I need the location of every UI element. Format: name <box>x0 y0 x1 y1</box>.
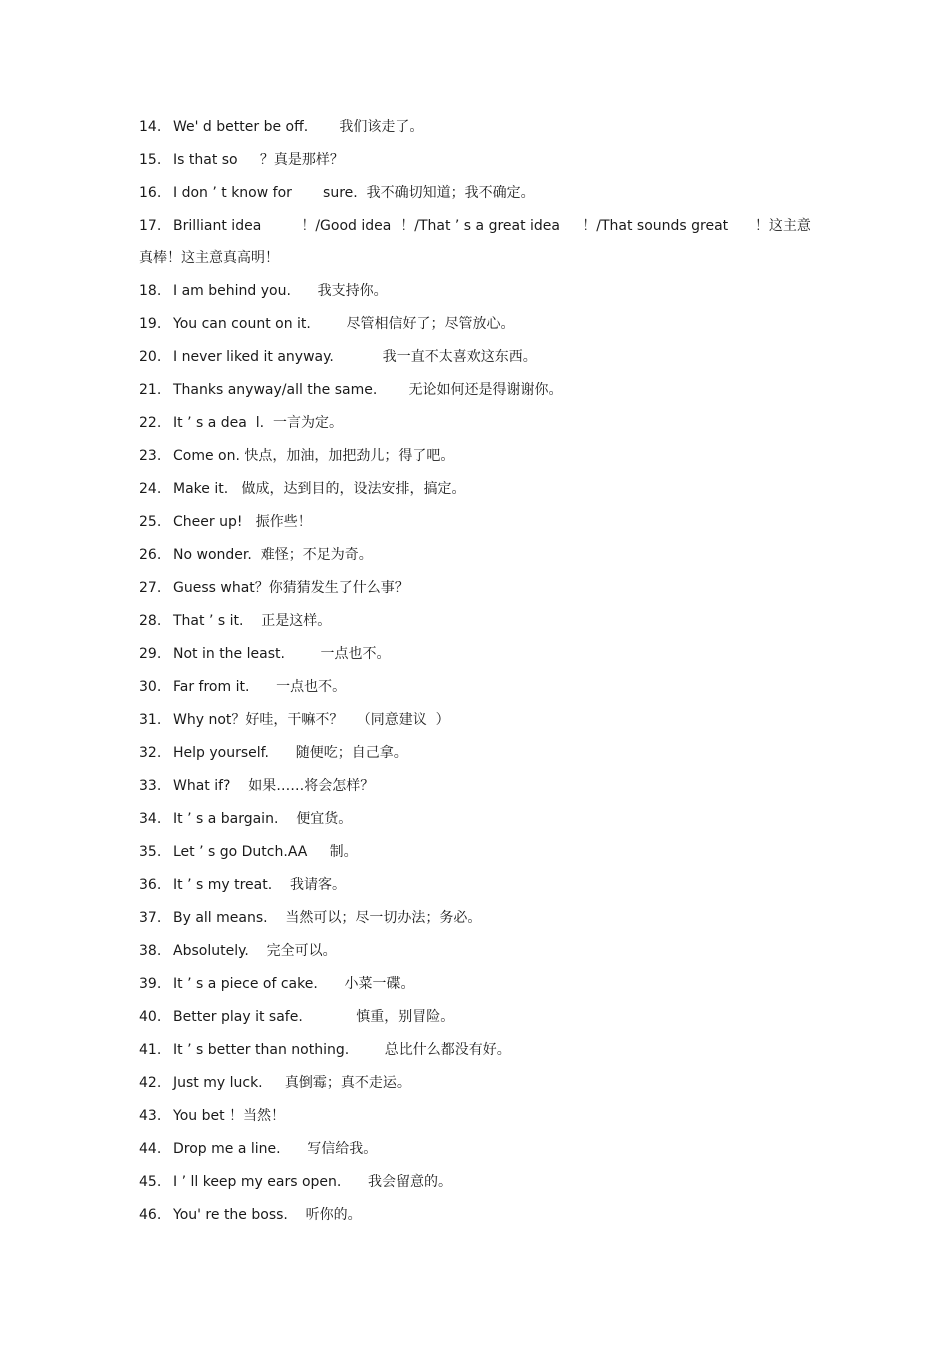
item-number: 43. <box>139 1108 162 1124</box>
list-item <box>139 151 819 169</box>
item-number: 18. <box>139 283 162 299</box>
list-item <box>139 645 819 663</box>
item-number: 40. <box>139 1009 162 1025</box>
list-item <box>139 1173 819 1191</box>
list-item <box>139 876 819 894</box>
list-item <box>139 210 819 274</box>
list-item <box>139 678 819 696</box>
list-item <box>139 381 819 399</box>
list-item <box>139 1140 819 1158</box>
item-text: Far from it. 一点也不。 <box>173 679 347 695</box>
item-text: Why not？好哇，干嘛不？ （同意建议 ） <box>173 712 450 728</box>
list-item <box>139 909 819 927</box>
item-number: 15. <box>139 152 162 168</box>
item-text: We' d better be off. 我们该走了。 <box>173 119 424 135</box>
item-number: 46. <box>139 1207 162 1223</box>
item-text: What if? 如果……将会怎样？ <box>173 778 375 794</box>
item-text: Better play it safe. 慎重，别冒险。 <box>173 1009 455 1025</box>
item-text: I am behind you. 我支持你。 <box>173 283 388 299</box>
list-item <box>139 315 819 333</box>
item-text: Come on. 快点，加油，加把劲儿；得了吧。 <box>173 448 455 464</box>
item-number: 42. <box>139 1075 162 1091</box>
item-text: Make it. 做成，达到目的，设法安排，搞定。 <box>173 481 466 497</box>
list-item <box>139 414 819 432</box>
item-text: Thanks anyway/all the same. 无论如何还是得谢谢你。 <box>173 382 563 398</box>
item-text: It ’ s a piece of cake. 小菜一碟。 <box>173 976 415 992</box>
item-text: Cheer up! 振作些！ <box>173 514 312 530</box>
item-text: It ’ s my treat. 我请客。 <box>173 877 346 893</box>
item-number: 16. <box>139 185 162 201</box>
item-number: 24. <box>139 481 162 497</box>
item-text: Let ’ s go Dutch.AA 制。 <box>173 844 358 860</box>
list-item <box>139 184 819 202</box>
item-number: 41. <box>139 1042 162 1058</box>
list-item <box>139 1107 819 1125</box>
list-item <box>139 282 819 300</box>
item-number: 31. <box>139 712 162 728</box>
list-item <box>139 1041 819 1059</box>
item-number: 39. <box>139 976 162 992</box>
phrase-list <box>139 118 819 1239</box>
list-item <box>139 744 819 762</box>
list-item <box>139 942 819 960</box>
item-text: You' re the boss. 听你的。 <box>173 1207 362 1223</box>
item-text: I never liked it anyway. 我一直不太喜欢这东西。 <box>173 349 537 365</box>
list-item <box>139 975 819 993</box>
item-text: Help yourself. 随便吃；自己拿。 <box>173 745 408 761</box>
item-number: 45. <box>139 1174 162 1190</box>
item-text: Absolutely. 完全可以。 <box>173 943 337 959</box>
list-item <box>139 480 819 498</box>
list-item <box>139 579 819 597</box>
item-number: 27. <box>139 580 162 596</box>
item-number: 44. <box>139 1141 162 1157</box>
item-number: 20. <box>139 349 162 365</box>
item-text: By all means. 当然可以；尽一切办法；务必。 <box>173 910 482 926</box>
item-number: 37. <box>139 910 162 926</box>
item-number: 32. <box>139 745 162 761</box>
list-item <box>139 447 819 465</box>
item-text: It ’ s a bargain. 便宜货。 <box>173 811 353 827</box>
item-text: That ’ s it. 正是这样。 <box>173 613 332 629</box>
list-item <box>139 1008 819 1026</box>
item-text: It ’ s better than nothing. 总比什么都没有好。 <box>173 1042 511 1058</box>
item-number: 14. <box>139 119 162 135</box>
list-item <box>139 843 819 861</box>
item-text: Not in the least. 一点也不。 <box>173 646 391 662</box>
list-item <box>139 546 819 564</box>
item-number: 29. <box>139 646 162 662</box>
item-number: 22. <box>139 415 162 431</box>
item-number: 17. <box>139 218 162 234</box>
item-text: Just my luck. 真倒霉；真不走运。 <box>173 1075 411 1091</box>
list-item <box>139 1074 819 1092</box>
list-item <box>139 612 819 630</box>
item-number: 19. <box>139 316 162 332</box>
item-number: 38. <box>139 943 162 959</box>
item-text: Guess what？你猜猜发生了什么事？ <box>173 580 409 596</box>
item-text: You can count on it. 尽管相信好了；尽管放心。 <box>173 316 515 332</box>
item-number: 33. <box>139 778 162 794</box>
item-number: 23. <box>139 448 162 464</box>
item-text: It ’ s a dea l. 一言为定。 <box>173 415 343 431</box>
list-item <box>139 513 819 531</box>
item-text: Drop me a line. 写信给我。 <box>173 1141 378 1157</box>
item-text: You bet ！当然！ <box>173 1108 286 1124</box>
item-number: 25. <box>139 514 162 530</box>
list-item <box>139 777 819 795</box>
item-number: 28. <box>139 613 162 629</box>
item-text: No wonder. 难怪；不足为奇。 <box>173 547 373 563</box>
list-item <box>139 118 819 136</box>
item-text: Is that so ？真是那样？ <box>173 152 344 168</box>
item-number: 36. <box>139 877 162 893</box>
item-number: 34. <box>139 811 162 827</box>
list-item <box>139 711 819 729</box>
item-text: I ’ ll keep my ears open. 我会留意的。 <box>173 1174 453 1190</box>
item-number: 35. <box>139 844 162 860</box>
item-text: I don ’ t know for sure. 我不确切知道；我不确定。 <box>173 185 535 201</box>
item-number: 30. <box>139 679 162 695</box>
list-item <box>139 348 819 366</box>
item-text: Brilliant idea ！/Good idea ！/That ’ s a great idea ！/That sounds great ！这主意真棒！这主意真高明！ <box>139 218 811 266</box>
list-item <box>139 1206 819 1224</box>
list-item <box>139 810 819 828</box>
item-number: 21. <box>139 382 162 398</box>
item-number: 26. <box>139 547 162 563</box>
